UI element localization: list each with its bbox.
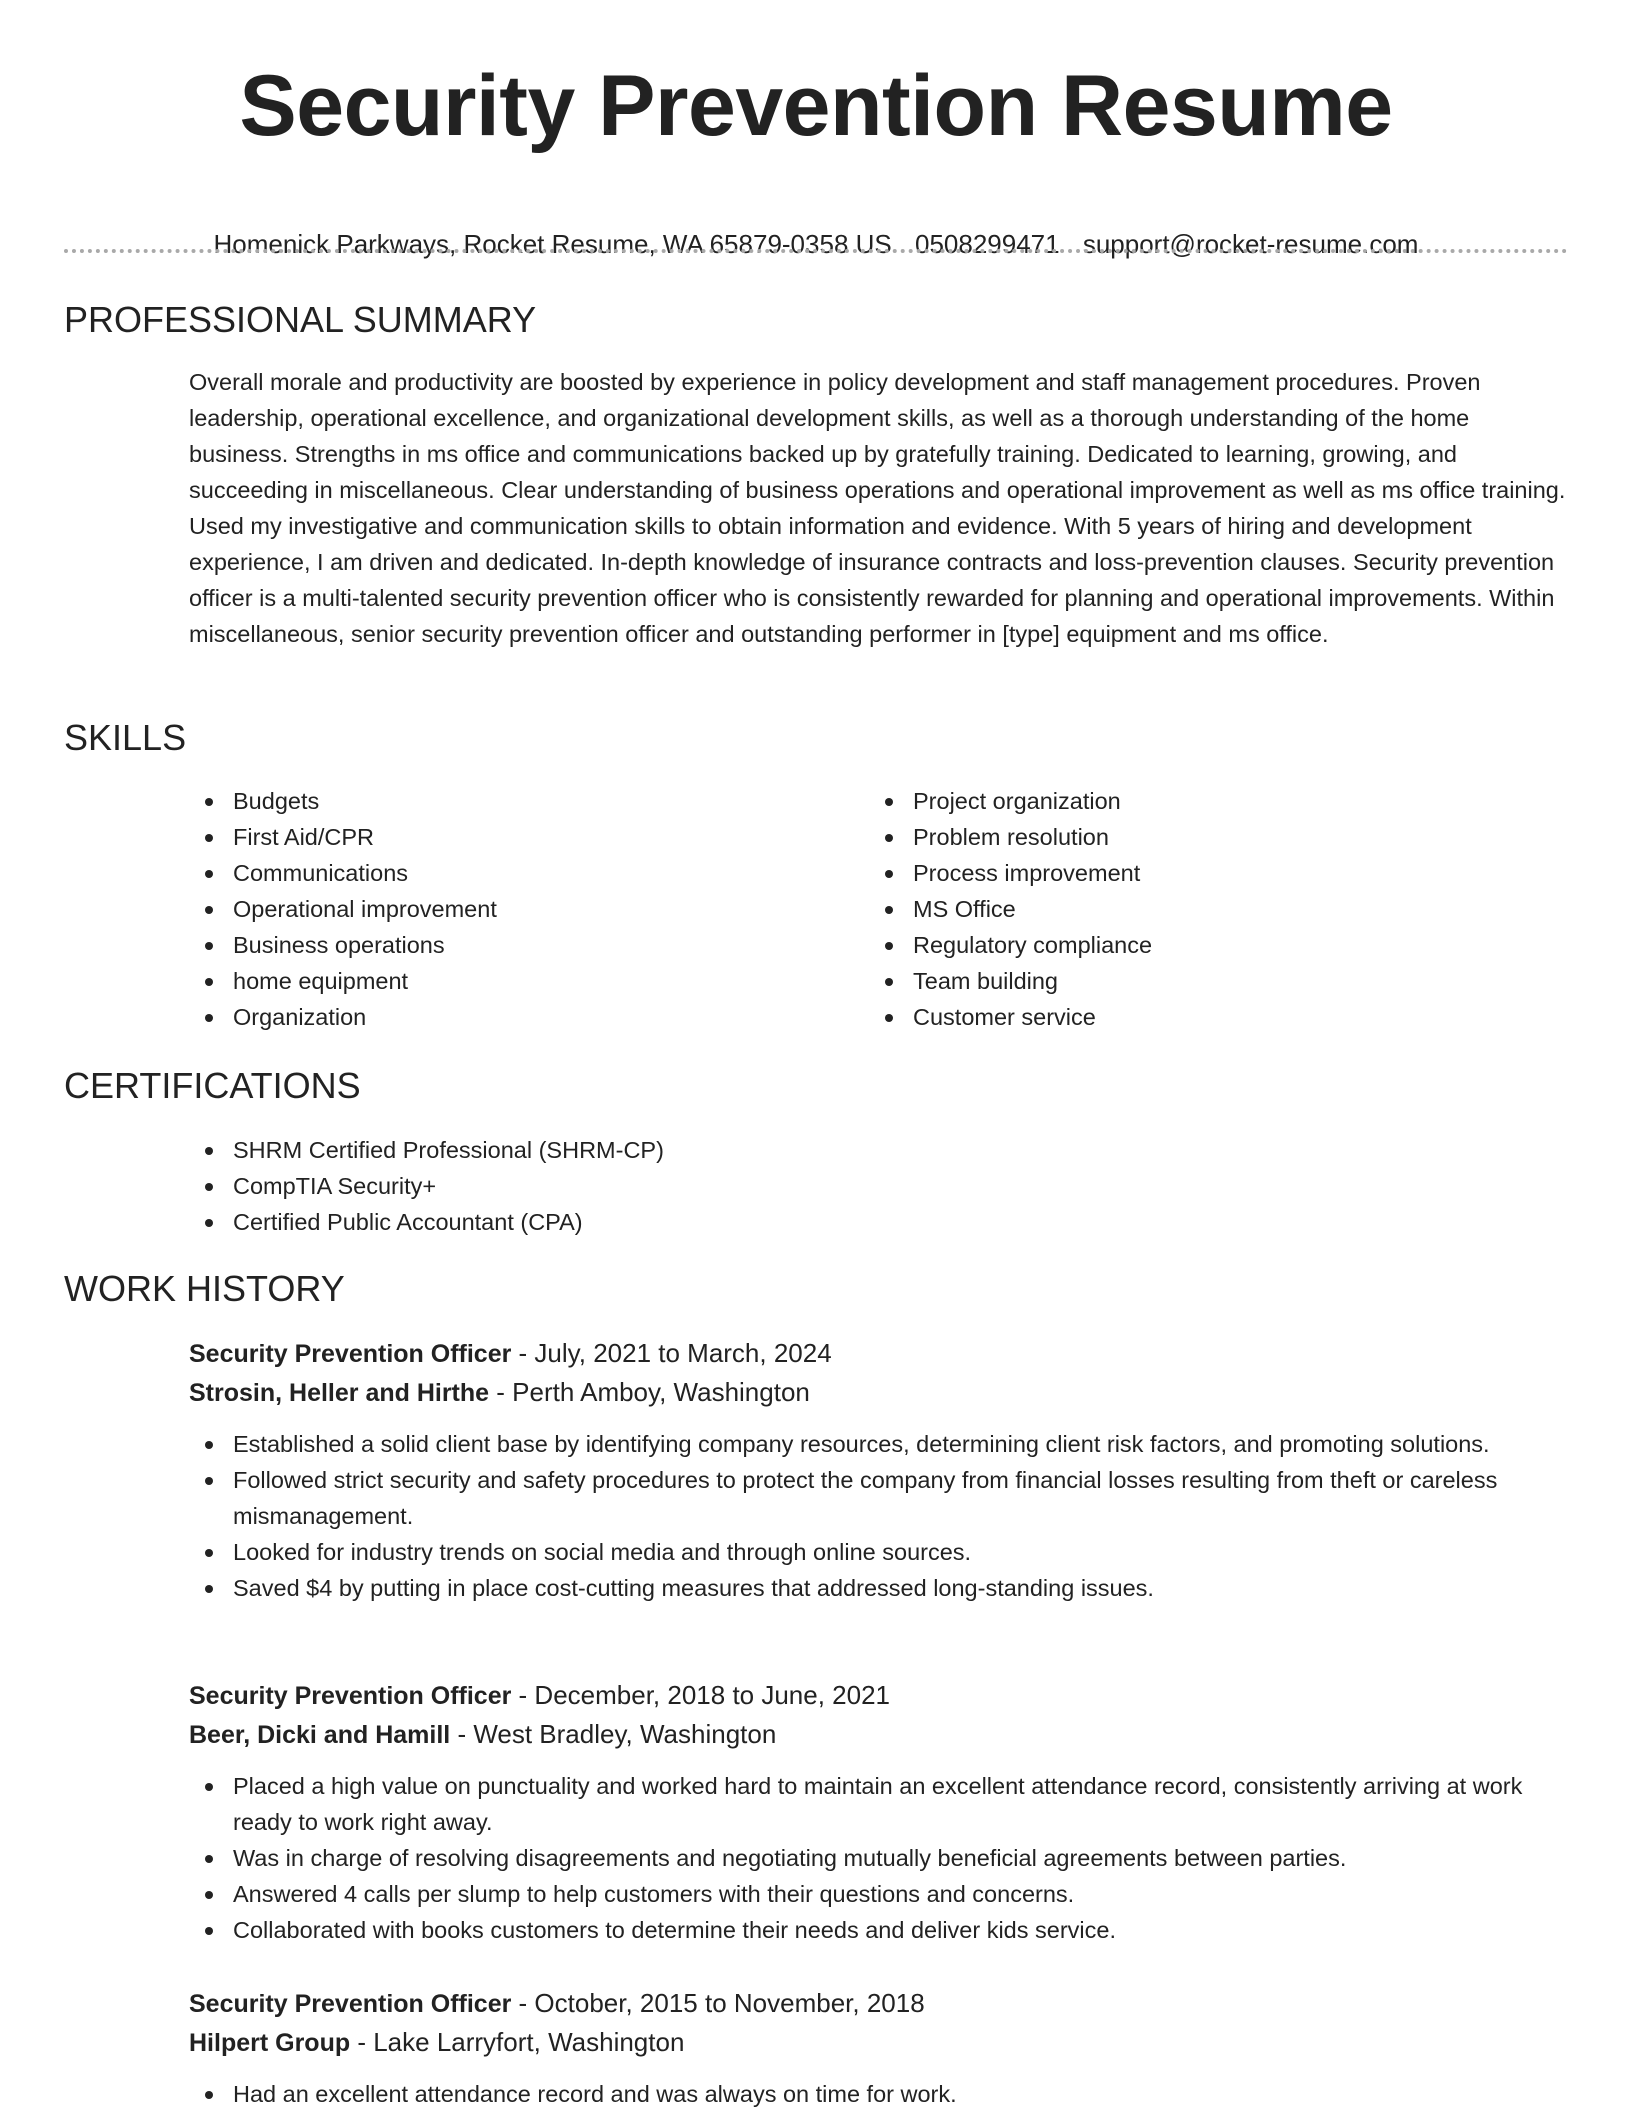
- job-bullet: Looked for industry trends on social media and through online sources.: [189, 1534, 1566, 1570]
- summary-text: Overall morale and productivity are boosted by experience in policy development and staff management procedures. Proven leadership, operational excellence, and organizational development skills, as well as a thorough understanding of the home business. Strengths in ms office and communications backed up by gratefully training. Dedicated to learning, growing, and succeeding in miscellaneous. Clear understanding of business operations and operational improvement as well as ms office training. Used my investigative and communication skills to obtain information and evidence. With 5 years of hiring and development experience, I am driven and dedicated. In-depth knowledge of insurance contracts and loss-prevention clauses. Security prevention officer is a multi-talented security prevention officer who is consistently rewarded for planning and operational improvements. Within miscellaneous, senior security prevention officer and outstanding performer in [type] equipment and ms office.: [189, 369, 1566, 647]
- skill-item: First Aid/CPR: [189, 819, 829, 855]
- job-entry: [189, 1676, 1566, 1948]
- job-title: Security Prevention Officer: [189, 1340, 512, 1368]
- certification-item: CompTIA Security+: [189, 1168, 1089, 1204]
- skill-item: Process improvement: [869, 855, 1509, 891]
- job-title-line: [189, 1334, 1566, 1373]
- skill-item: Business operations: [189, 927, 829, 963]
- skills-list-right: [869, 783, 1509, 1035]
- skill-item: Team building: [869, 963, 1509, 999]
- skill-item: Budgets: [189, 783, 829, 819]
- skill-item: Operational improvement: [189, 891, 829, 927]
- job-company-line: [189, 1373, 1566, 1412]
- skill-item: MS Office: [869, 891, 1509, 927]
- skill-item: Problem resolution: [869, 819, 1509, 855]
- job-dates: - December, 2018 to June, 2021: [511, 1680, 891, 1710]
- job-company: Hilpert Group: [189, 2029, 351, 2057]
- skill-item: Communications: [189, 855, 829, 891]
- job-company-line: [189, 1715, 1566, 1754]
- job-bullets: [189, 1768, 1566, 1948]
- job-dates: - October, 2015 to November, 2018: [511, 1988, 925, 2018]
- job-entry: [189, 1984, 1566, 2112]
- job-title-line: [189, 1676, 1566, 1715]
- job-bullet: Placed a high value on punctuality and worked hard to maintain an excellent attendance record, consistently arriving at work ready to work right away.: [189, 1768, 1566, 1840]
- work-history-heading: WORK HISTORY: [64, 1268, 345, 1309]
- skills-list-left: [189, 783, 829, 1035]
- job-company-line: [189, 2023, 1566, 2062]
- certifications-list: [189, 1132, 1089, 1240]
- job-entry: [189, 1334, 1566, 1606]
- job-dates: - July, 2021 to March, 2024: [511, 1338, 832, 1368]
- skills-heading: SKILLS: [64, 717, 187, 758]
- contact-line: [0, 228, 1632, 260]
- job-location: - West Bradley, Washington: [450, 1719, 777, 1749]
- certification-item: Certified Public Accountant (CPA): [189, 1204, 1089, 1240]
- job-bullet: Collaborated with books customers to determine their needs and deliver kids service.: [189, 1912, 1566, 1948]
- certification-item: SHRM Certified Professional (SHRM-CP): [189, 1132, 1089, 1168]
- summary-heading: PROFESSIONAL SUMMARY: [64, 299, 537, 340]
- job-location: - Lake Larryfort, Washington: [350, 2027, 685, 2057]
- job-bullets: [189, 2076, 1566, 2112]
- phone: 0508299471: [914, 229, 1060, 259]
- job-title: Security Prevention Officer: [189, 1990, 512, 2018]
- job-bullet: Had an excellent attendance record and was always on time for work.: [189, 2076, 1566, 2112]
- job-bullet: Answered 4 calls per slump to help customers with their questions and concerns.: [189, 1876, 1566, 1912]
- header-divider: [64, 249, 1568, 253]
- skill-item: home equipment: [189, 963, 829, 999]
- job-company: Beer, Dicki and Hamill: [189, 1721, 451, 1749]
- certifications-heading: CERTIFICATIONS: [64, 1065, 361, 1106]
- job-title-line: [189, 1984, 1566, 2023]
- job-bullet: Saved $4 by putting in place cost-cutting measures that addressed long-standing issues.: [189, 1570, 1566, 1606]
- skill-item: Organization: [189, 999, 829, 1035]
- job-bullet: Was in charge of resolving disagreements and negotiating mutually beneficial agreements between parties.: [189, 1840, 1566, 1876]
- resume-name: Security Prevention Resume: [239, 58, 1393, 154]
- skill-item: Customer service: [869, 999, 1509, 1035]
- address: Homenick Parkways, Rocket Resume, WA 65879-0358 US: [213, 229, 892, 259]
- skill-item: Project organization: [869, 783, 1509, 819]
- job-title: Security Prevention Officer: [189, 1682, 512, 1710]
- job-bullet: Followed strict security and safety procedures to protect the company from financial losses resulting from theft or careless mismanagement.: [189, 1462, 1566, 1534]
- skill-item: Regulatory compliance: [869, 927, 1509, 963]
- job-company: Strosin, Heller and Hirthe: [189, 1379, 490, 1407]
- job-bullet: Established a solid client base by identifying company resources, determining client risk factors, and promoting solutions.: [189, 1426, 1566, 1462]
- job-bullets: [189, 1426, 1566, 1606]
- email: support@rocket-resume.com: [1082, 229, 1419, 259]
- job-location: - Perth Amboy, Washington: [489, 1377, 810, 1407]
